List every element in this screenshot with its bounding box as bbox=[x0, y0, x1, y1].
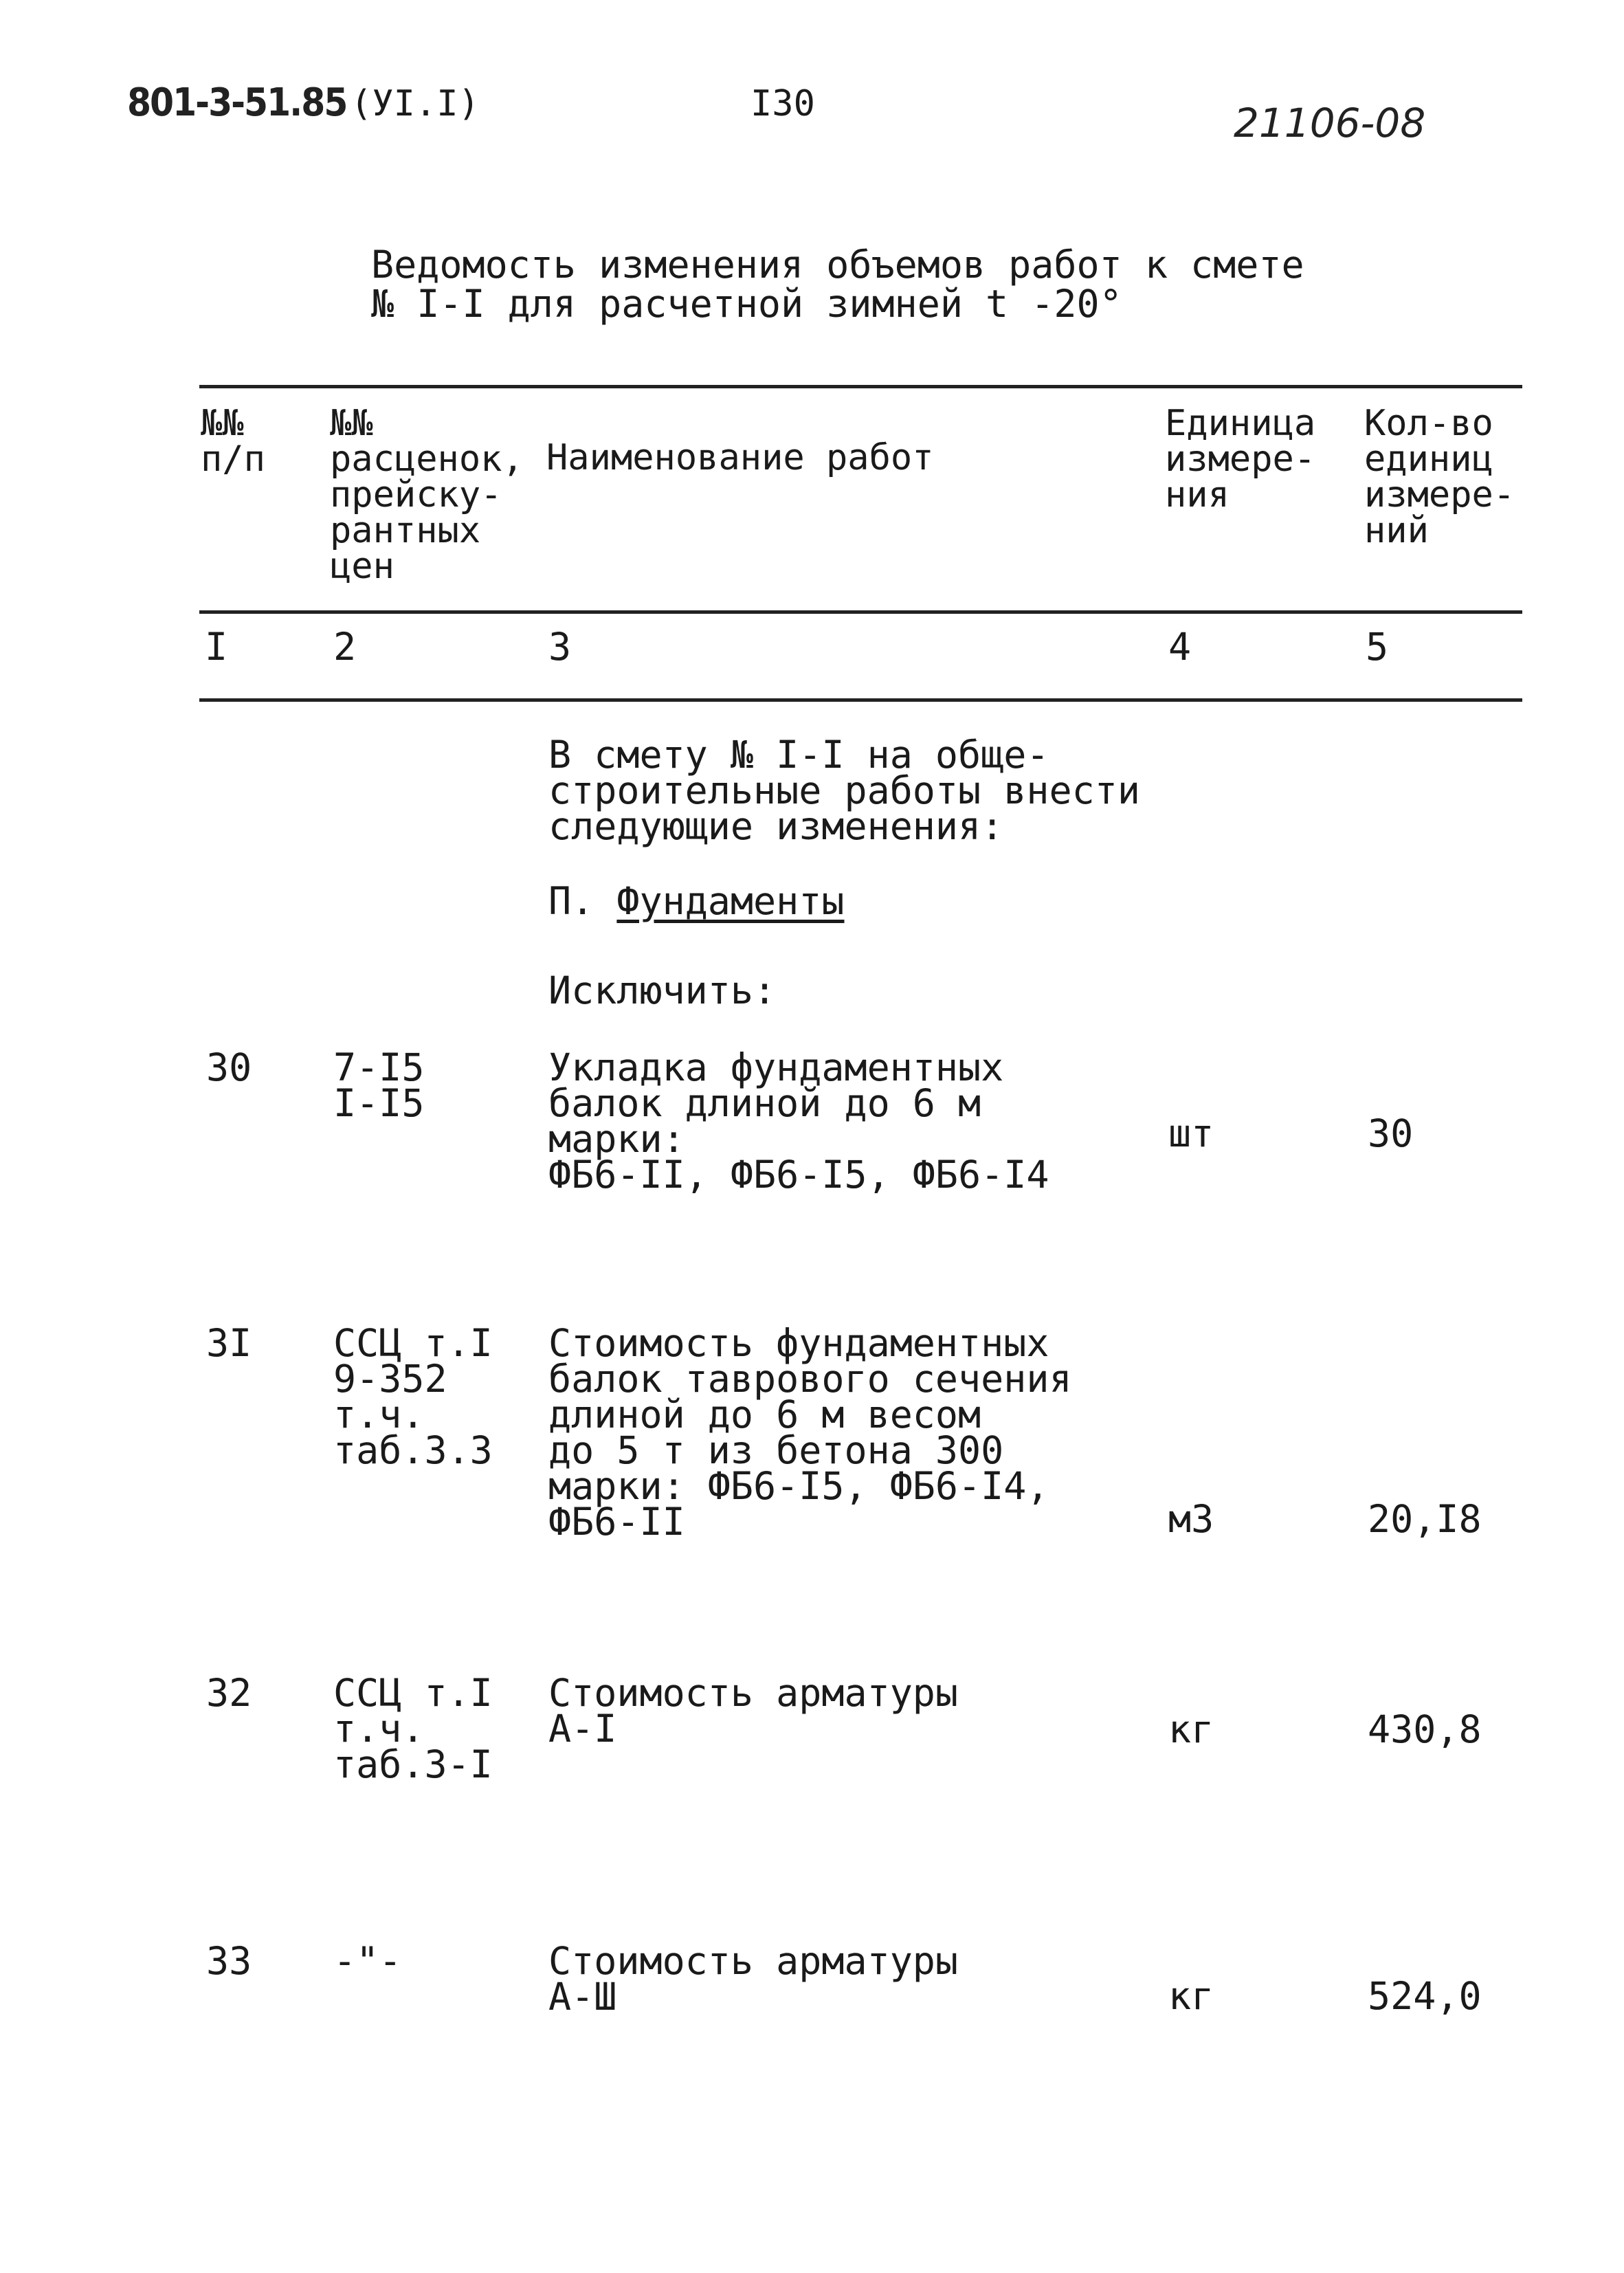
col-number-3: 3 bbox=[548, 625, 572, 669]
sheet-number: (УI.I) bbox=[351, 83, 480, 124]
inventory-number: 21106-08 bbox=[1234, 100, 1426, 146]
intro-text: В смету № I-I на обще- строительные работы внести следующие изменения: bbox=[548, 733, 1140, 848]
section-heading bbox=[548, 879, 845, 923]
col-header-4: Единица измере- ния bbox=[1165, 403, 1316, 515]
section-title: Фундаменты bbox=[616, 879, 845, 923]
row-31-name: Стоимость фундаментных балок таврового сечения длиной до 6 м весом до 5 т из бетона 300 марки: ФБ6-I5, ФБ6-I4, ФБ6-II bbox=[548, 1321, 1072, 1544]
col-number-5: 5 bbox=[1366, 625, 1389, 669]
row-30-name: Укладка фундаментных балок длиной до 6 м марки: ФБ6-II, ФБ6-I5, ФБ6-I4 bbox=[548, 1045, 1049, 1197]
col-header-5: Кол-во единиц измере- ний bbox=[1364, 403, 1515, 551]
row-31-no: 3I bbox=[206, 1321, 252, 1365]
document-code: 801-3-51.85 bbox=[127, 80, 347, 125]
col-header-1: №№ п/п bbox=[201, 403, 265, 480]
row-30-rate: 7-I5 I-I5 bbox=[333, 1045, 425, 1125]
row-31-rate: ССЦ т.I 9-352 т.ч. таб.3.3 bbox=[333, 1321, 493, 1472]
col-header-2: №№ расценок, прейску- рантных цен bbox=[330, 403, 524, 587]
col-header-3: Наименование работ bbox=[546, 437, 934, 478]
table-top-rule bbox=[199, 385, 1522, 388]
col-number-4: 4 bbox=[1168, 625, 1192, 669]
row-33-no: 33 bbox=[206, 1939, 252, 1983]
col-number-2: 2 bbox=[333, 625, 357, 669]
row-30-no: 30 bbox=[206, 1045, 252, 1089]
column-number-rule bbox=[199, 698, 1522, 702]
row-33-rate: -"- bbox=[333, 1939, 402, 1983]
action-label: Исключить: bbox=[548, 968, 777, 1012]
row-33-qty: 524,0 bbox=[1368, 1974, 1482, 2018]
row-32-name: Стоимость арматуры А-I bbox=[548, 1671, 959, 1751]
row-31-qty: 20,I8 bbox=[1368, 1497, 1482, 1541]
row-32-unit: кг bbox=[1168, 1707, 1214, 1751]
title-line-1: Ведомость изменения объемов работ к смете bbox=[371, 243, 1304, 287]
row-30-unit: шт bbox=[1168, 1111, 1214, 1155]
title-line-2: № I-I для расчетной зимней t -20° bbox=[371, 282, 1122, 326]
col-number-1: I bbox=[205, 625, 228, 669]
page-number: I30 bbox=[750, 83, 815, 124]
row-32-qty: 430,8 bbox=[1368, 1707, 1482, 1751]
row-33-name: Стоимость арматуры А-Ш bbox=[548, 1939, 959, 2019]
row-30-qty: 30 bbox=[1368, 1111, 1414, 1155]
row-32-no: 32 bbox=[206, 1671, 252, 1715]
row-33-unit: кг bbox=[1168, 1974, 1214, 2018]
header-bottom-rule bbox=[199, 610, 1522, 614]
section-prefix: П. bbox=[548, 879, 594, 923]
row-31-unit: м3 bbox=[1168, 1497, 1214, 1541]
row-32-rate: ССЦ т.I т.ч. таб.3-I bbox=[333, 1671, 493, 1786]
